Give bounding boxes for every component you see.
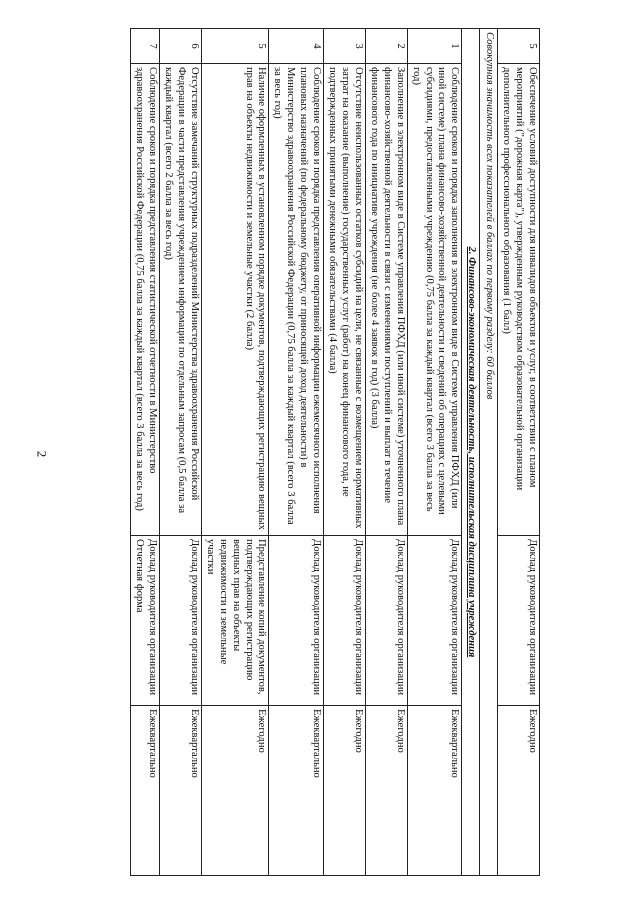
row-number: 3 — [324, 29, 366, 64]
criterion-source: Доклад руководителя организации — [269, 536, 324, 706]
row-number: 4 — [269, 29, 324, 64]
row-number: 5 — [498, 29, 540, 64]
criterion-source: Доклад руководителя организации — [365, 536, 407, 706]
criterion-period: Ежеквартально — [269, 706, 324, 876]
table-row — [407, 29, 462, 876]
table-row — [160, 29, 202, 876]
table-row — [498, 29, 540, 876]
criterion-source: Доклад руководителя организации — [498, 536, 540, 706]
table-row — [131, 29, 160, 876]
criteria-table — [130, 28, 540, 876]
criterion-text: Обеспечение условий доступности для инвалидов объектов и услуг, в соответствии с планом мероприятий ("дорожная карта"), утвержденным руководством образовательной организации дополнительного профессионального образования (1 балл) — [498, 64, 540, 536]
criterion-period: Ежегодно — [201, 706, 269, 876]
criterion-period: Ежеквартально — [131, 706, 160, 876]
table-row — [324, 29, 366, 876]
row-number: 7 — [131, 29, 160, 64]
criterion-source: Доклад руководителя организации — [324, 536, 366, 706]
criterion-text: Соблюдение сроков и порядка представления оперативной информации ежемесячного исполнения плановых назначений (по федеральному бюджету, от приносящей доход деятельности) в Министерство здравоохранения Российской Федерации (0,75 балла за каждый квартал (всего 3 балла за весь год) — [269, 64, 324, 536]
row-number: 6 — [160, 29, 202, 64]
criterion-text: Соблюдение сроков и порядка представления статистической отчетности в Министерство здравоохранения Российской Федерации (0,75 балла за каждый квартал (всего 3 балла за весь год) — [131, 64, 160, 536]
table-row — [201, 29, 269, 876]
criterion-text: Наличие оформленных в установленном порядке документов, подтверждающих регистрацию вещных прав на объекты недвижимости и земельные участки (2 балла) — [201, 64, 269, 536]
criterion-period: Ежегодно — [365, 706, 407, 876]
criterion-text: Соблюдение сроков и порядка заполнения в электронном виде в Системе управления ПФХД (или иной системе) плана финансово-хозяйственной деятельности и сведений об операциях с целевыми субсидиями, предоставленными учреждению (0,75 балла за каждый квартал (всего 3 балла за весь год) — [407, 64, 462, 536]
summary-text: Совокупная значимость всех показателей в баллах по первому разделу: 60 баллов — [480, 29, 498, 876]
section-title: 2. Финансово-экономическая деятельность, исполнительская дисциплина учреждения — [462, 29, 480, 876]
criterion-period: Ежегодно — [498, 706, 540, 876]
criterion-source: Доклад руководителя организации — [407, 536, 462, 706]
criterion-period: Ежеквартально — [407, 706, 462, 876]
criterion-text: Отсутствие неиспользованных остатков субсидий на цели, не связанные с возмещением нормативных затрат на оказание (выполнение) государственных услуг (работ) на конец финансового года, не подтвержденных принятыми денежными обязательствами (4 балла) — [324, 64, 366, 536]
row-number: 5 — [201, 29, 269, 64]
criterion-text: Отсутствие замечаний структурных подразделений Министерства здравоохранения Российской Федерации в части представления учреждением информации по отдельным запросам (0,5 балла за каждый квартал (всего 2 балла за весь год) — [160, 64, 202, 536]
table-row — [269, 29, 324, 876]
criterion-period: Ежеквартально — [160, 706, 202, 876]
page-number: 2 — [34, 450, 50, 458]
table-row — [365, 29, 407, 876]
row-number: 1 — [407, 29, 462, 64]
criterion-period: Ежегодно — [324, 706, 366, 876]
criterion-source: Доклад руководителя организации — [160, 536, 202, 706]
row-number: 2 — [365, 29, 407, 64]
section-row — [462, 29, 480, 876]
summary-row — [480, 29, 498, 876]
criterion-text: Заполнение в электронном виде в Системе управления ПФХД (или иной системе) уточненного плана финансово-хозяйственной деятельности в связи с изменениями поступлений и выплат в течение финансового года по инициативе учреждения (не более 4 заявок в год) (3 балла) — [365, 64, 407, 536]
criterion-source: Доклад руководителя организации Отчетная форма — [131, 536, 160, 706]
criterion-source: Представление копий документов, подтверждающих регистрацию вещных прав на объекты недвижимости и земельные участки — [201, 536, 269, 706]
